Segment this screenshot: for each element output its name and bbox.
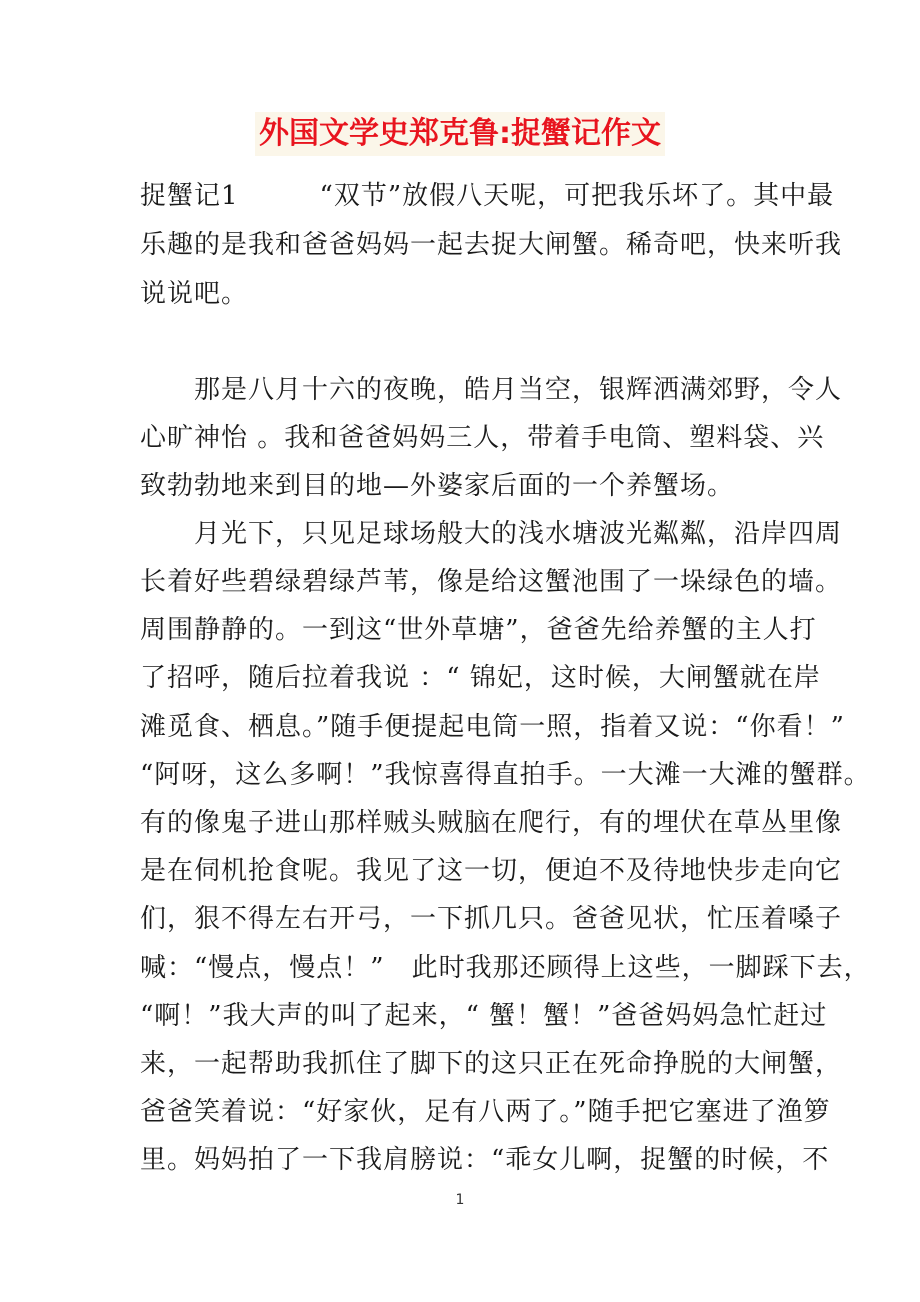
text-line: 捉蟹记1 “双节”放假八天呢，可把我乐坏了。其中最 [140,181,835,211]
text-line: 来，一起帮助我抓住了脚下的这只正在死命挣脱的大闸蟹， [140,1049,843,1079]
text-line: 们，狠不得左右开弓，一下抓几只。爸爸见状，忙压着嗓子 [140,904,843,934]
text-line: 爸爸笑着说：“好家伙，足有八两了。”随手把它塞进了渔箩 [140,1097,831,1127]
text-line: “啊！”我大声的叫了起来，“ 蟹！蟹！”爸爸妈妈急忙赶过 [140,1001,828,1031]
text-line: “阿呀，这么多啊！”我惊喜得直拍手。一大滩一大滩的蟹群。 [140,760,871,790]
document-title: 外国文学史郑克鲁:捉蟹记作文 [255,112,665,156]
text-line: 长着好些碧绿碧绿芦苇，像是给这蟹池围了一垛绿色的墙。 [140,567,843,597]
text-line: 月光下，只见足球场般大的浅水塘波光粼粼，沿岸四周 [140,519,843,549]
text-line: 周围静静的。一到这“世外草塘”，爸爸先给养蟹的主人打 [140,615,817,645]
text-line: 里。妈妈拍了一下我肩膀说：“乖女儿啊，捉蟹的时候，不 [140,1145,830,1175]
text-line: 心旷神怡 。我和爸爸妈妈三人，带着手电筒、塑料袋、兴 [140,423,825,453]
text-line: 是在伺机抢食呢。我见了这一切，便迫不及待地快步走向它 [140,856,843,886]
text-line: 乐趣的是我和爸爸妈妈一起去捉大闸蟹。稀奇吧，快来听我 [140,230,843,260]
document-title-wrap [0,112,920,156]
text-line: 喊：“慢点，慢点！” 此时我那还顾得上这些，一脚踩下去， [140,953,871,983]
text-line: 了招呼，随后拉着我说 ：“ 锦妃，这时候，大闸蟹就在岸 [140,663,821,693]
text-line: 有的像鬼子进山那样贼头贼脑在爬行，有的埋伏在草丛里像 [140,808,843,838]
page-number: 1 [455,1192,465,1208]
text-line: 滩觅食、栖息。”随手便提起电筒一照，指着又说：“你看！” [140,712,845,742]
text-line: 那是八月十六的夜晚，皓月当空，银辉洒满郊野，令人 [140,375,843,405]
text-line: 说说吧。 [140,279,249,309]
text-line: 致勃勃地来到目的地—外婆家后面的一个养蟹场。 [140,471,735,501]
